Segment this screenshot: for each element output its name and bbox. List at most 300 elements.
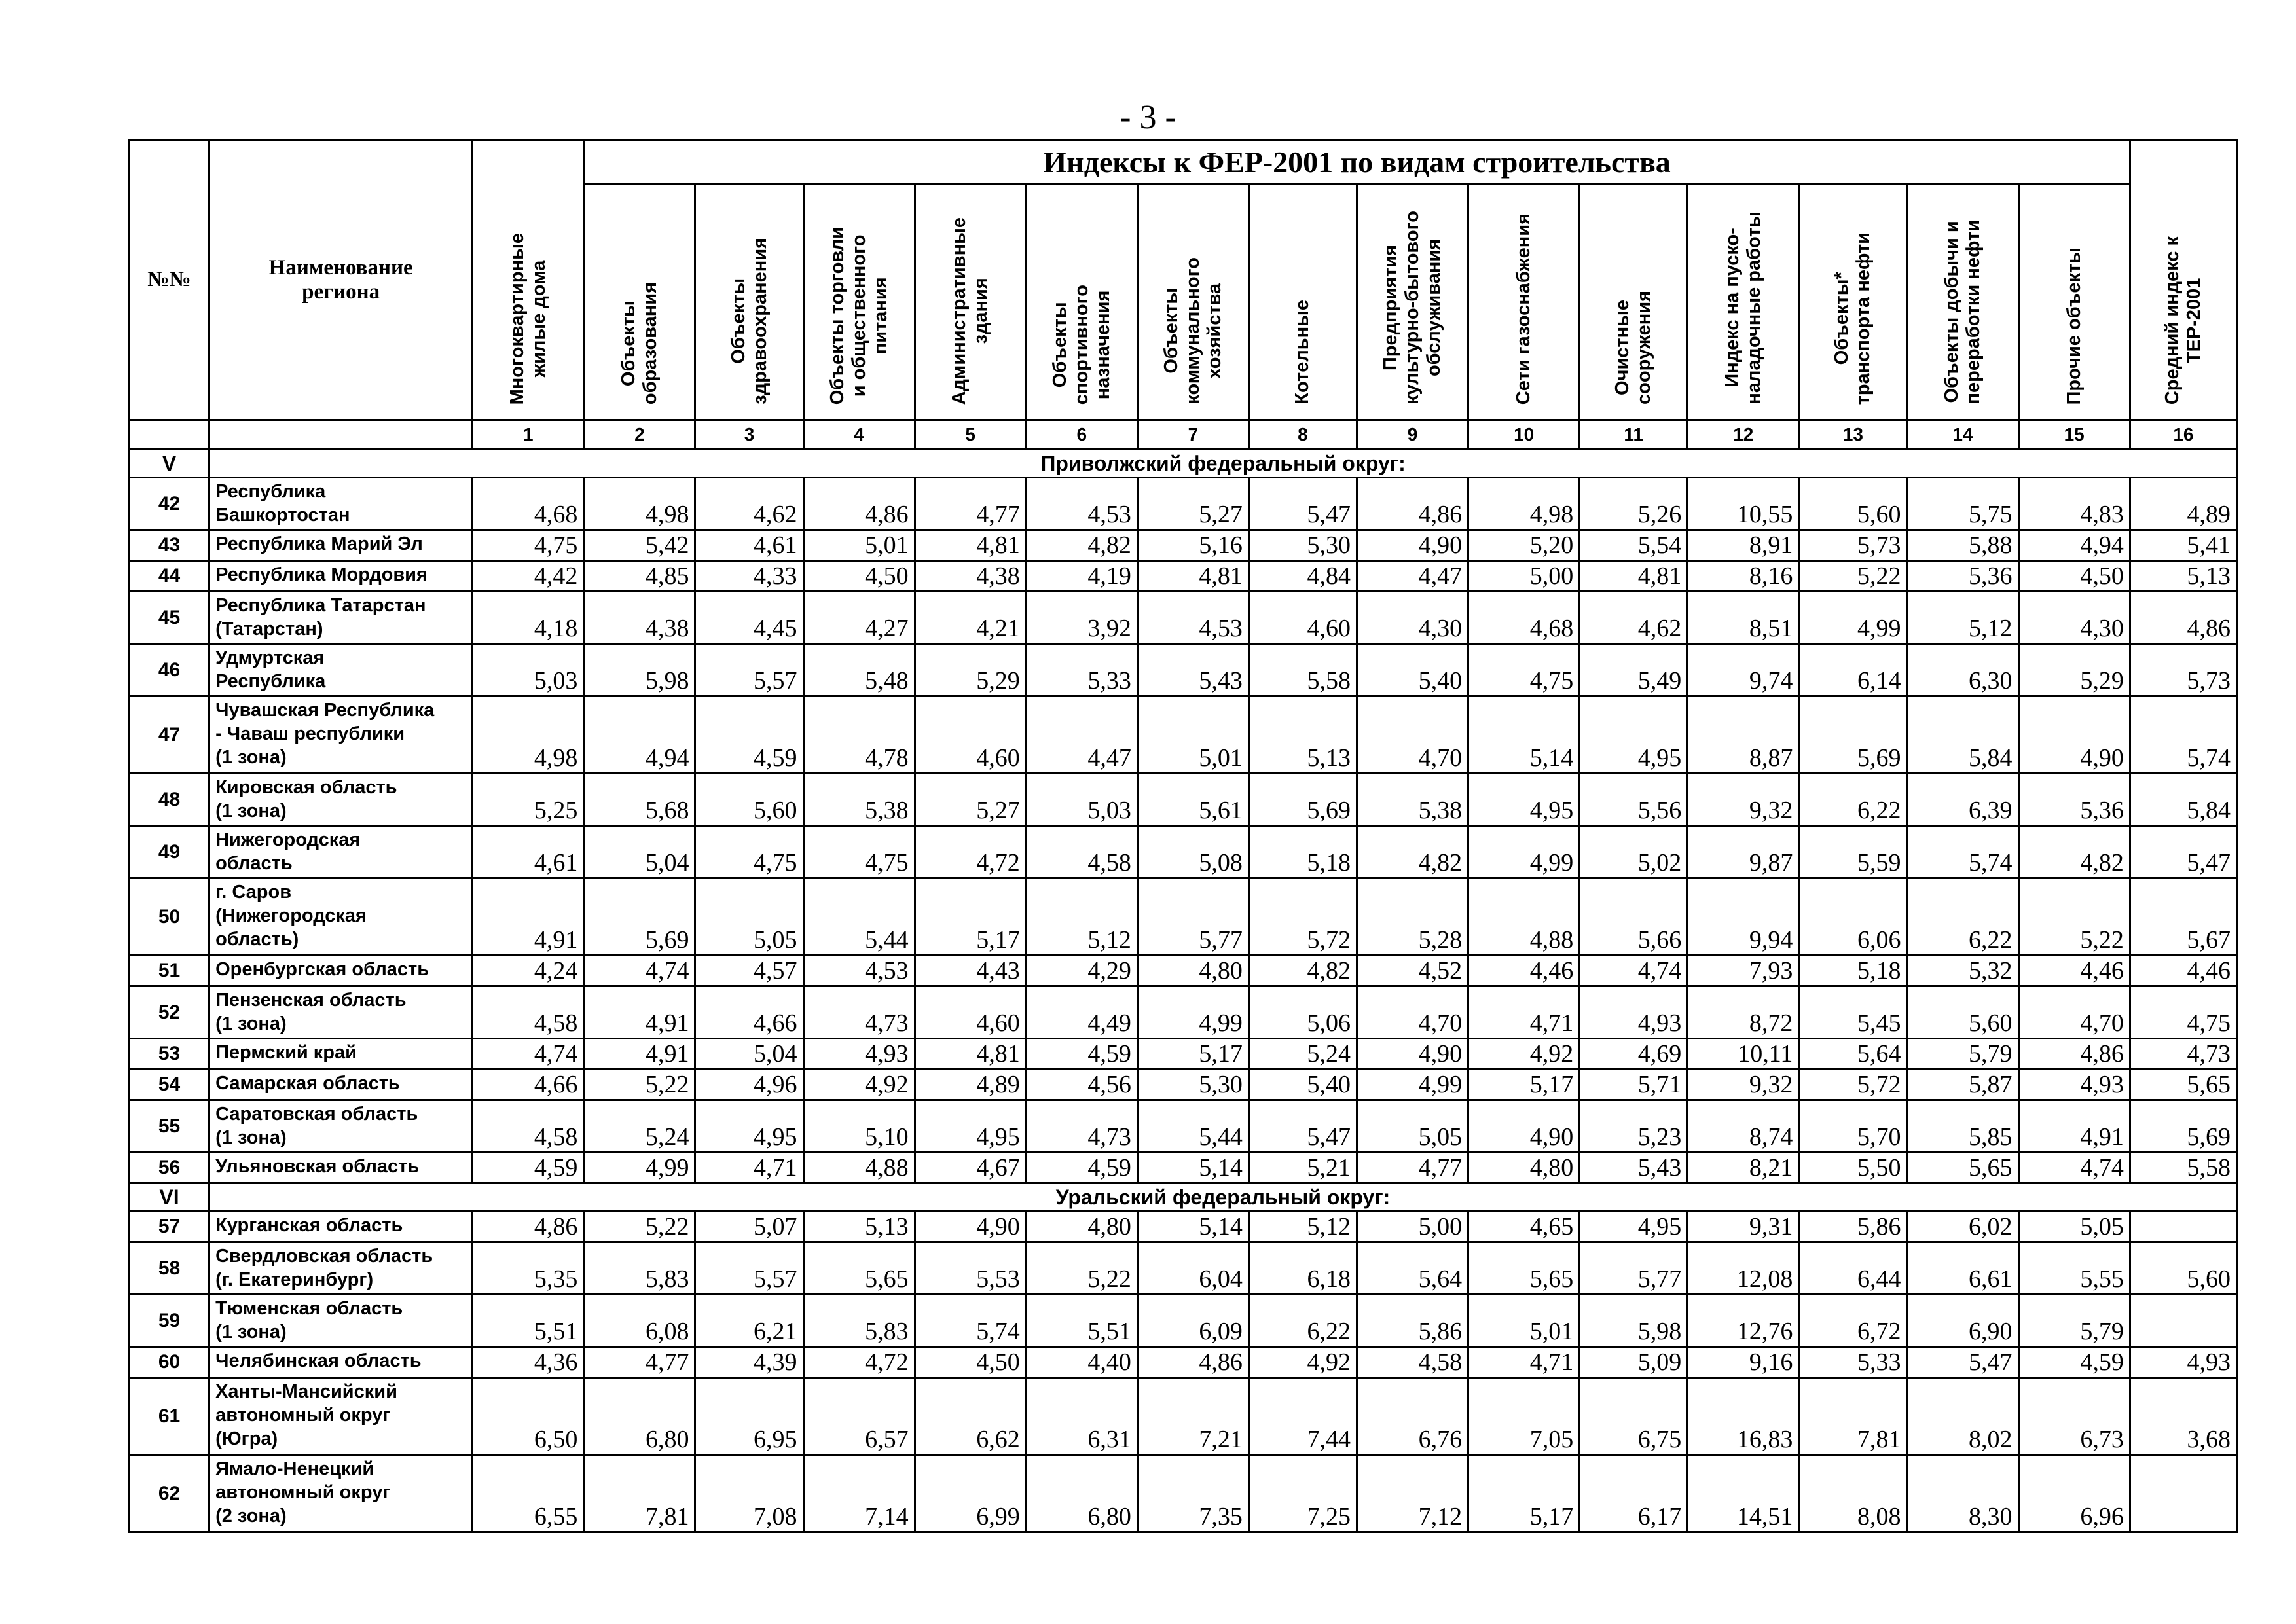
index-value: 5,24 [1248, 1039, 1357, 1070]
index-value: 4,46 [2018, 956, 2130, 986]
index-value: 4,83 [2018, 478, 2130, 530]
section-row [130, 1183, 2237, 1212]
index-value: 4,92 [1248, 1347, 1357, 1378]
index-value: 4,74 [2018, 1153, 2130, 1183]
index-value: 5,69 [1248, 774, 1357, 826]
index-value: 5,40 [1357, 644, 1468, 696]
column-number: 2 [584, 420, 695, 450]
index-value: 4,68 [1468, 592, 1580, 644]
index-value: 5,85 [1907, 1100, 2018, 1153]
index-value: 5,38 [1357, 774, 1468, 826]
index-value: 4,75 [803, 826, 915, 878]
index-value: 4,85 [584, 561, 695, 592]
index-value: 6,02 [1907, 1212, 2018, 1242]
index-value: 8,30 [1907, 1455, 2018, 1532]
index-value: 16,83 [1688, 1378, 1799, 1455]
table-row [130, 1295, 2237, 1347]
header-col-13: Объекты* транспорта нефти [1799, 184, 1907, 420]
index-value: 4,73 [803, 986, 915, 1039]
index-value: 5,14 [1137, 1212, 1248, 1242]
index-value: 7,44 [1248, 1378, 1357, 1455]
index-value: 4,73 [2130, 1039, 2236, 1070]
index-value: 4,91 [584, 1039, 695, 1070]
index-value: 14,51 [1688, 1455, 1799, 1532]
index-value: 5,27 [915, 774, 1026, 826]
index-value: 5,75 [1907, 478, 2018, 530]
region-name: Ямало-Ненецкий автономный округ (2 зона) [210, 1455, 473, 1532]
index-value: 6,55 [473, 1455, 584, 1532]
index-value: 4,27 [803, 592, 915, 644]
index-value: 5,64 [1357, 1242, 1468, 1295]
index-value: 5,83 [803, 1295, 915, 1347]
index-value: 6,96 [2018, 1455, 2130, 1532]
index-value: 5,32 [1907, 956, 2018, 986]
table-row [130, 1242, 2237, 1295]
index-value: 4,90 [915, 1212, 1026, 1242]
index-value: 4,71 [1468, 986, 1580, 1039]
index-value: 4,38 [584, 592, 695, 644]
row-number: 54 [130, 1070, 210, 1100]
index-value: 5,16 [1137, 530, 1248, 561]
index-value: 5,86 [1799, 1212, 1907, 1242]
index-value: 4,72 [915, 826, 1026, 878]
index-value: 5,14 [1137, 1153, 1248, 1183]
index-value: 5,48 [803, 644, 915, 696]
index-value: 10,55 [1688, 478, 1799, 530]
row-number: 42 [130, 478, 210, 530]
column-number: 10 [1468, 420, 1580, 450]
index-value: 4,96 [695, 1070, 803, 1100]
index-value: 4,94 [2018, 530, 2130, 561]
index-value: 4,61 [473, 826, 584, 878]
index-value: 4,72 [803, 1347, 915, 1378]
index-value: 4,58 [473, 1100, 584, 1153]
index-value [2130, 1212, 2236, 1242]
region-name: Кировская область (1 зона) [210, 774, 473, 826]
index-value: 4,88 [1468, 878, 1580, 956]
table-row [130, 478, 2237, 530]
index-value: 5,65 [1468, 1242, 1580, 1295]
index-value: 5,09 [1580, 1347, 1688, 1378]
table-row [130, 644, 2237, 696]
index-value: 4,62 [1580, 592, 1688, 644]
index-value: 5,17 [1468, 1070, 1580, 1100]
index-value: 4,89 [2130, 478, 2236, 530]
header-col-6: Объекты спортивного назначения [1026, 184, 1137, 420]
index-value: 4,92 [803, 1070, 915, 1100]
column-number: 1 [473, 420, 584, 450]
index-value: 5,68 [584, 774, 695, 826]
row-number: 53 [130, 1039, 210, 1070]
index-value: 3,92 [1026, 592, 1137, 644]
header-col-3: Объекты здравоохранения [695, 184, 803, 420]
region-name: Пензенская область (1 зона) [210, 986, 473, 1039]
index-value: 5,21 [1248, 1153, 1357, 1183]
index-value: 10,11 [1688, 1039, 1799, 1070]
index-value: 5,71 [1580, 1070, 1688, 1100]
index-value: 5,84 [1907, 696, 2018, 774]
index-value: 5,72 [1248, 878, 1357, 956]
table-row [130, 1100, 2237, 1153]
index-value: 5,44 [803, 878, 915, 956]
colnum-empty [210, 420, 473, 450]
index-value: 4,30 [2018, 592, 2130, 644]
index-value: 4,57 [695, 956, 803, 986]
index-value: 5,22 [584, 1212, 695, 1242]
index-value: 4,46 [2130, 956, 2236, 986]
header-col-14: Объекты добычи и переработки нефти [1907, 184, 2018, 420]
index-value: 5,79 [1907, 1039, 2018, 1070]
index-value: 6,61 [1907, 1242, 2018, 1295]
index-value: 4,90 [1357, 1039, 1468, 1070]
index-value: 4,81 [915, 530, 1026, 561]
index-value: 5,17 [915, 878, 1026, 956]
index-value: 4,93 [2018, 1070, 2130, 1100]
index-value: 4,90 [1357, 530, 1468, 561]
index-value: 5,06 [1248, 986, 1357, 1039]
index-value: 6,22 [1248, 1295, 1357, 1347]
index-value: 5,73 [1799, 530, 1907, 561]
index-value: 5,13 [803, 1212, 915, 1242]
index-value: 4,52 [1357, 956, 1468, 986]
index-value: 6,09 [1137, 1295, 1248, 1347]
index-value: 6,30 [1907, 644, 2018, 696]
index-value: 4,50 [803, 561, 915, 592]
header-col-4: Объекты торговли и общественного питания [803, 184, 915, 420]
index-value: 5,74 [915, 1295, 1026, 1347]
index-value: 5,57 [695, 644, 803, 696]
index-value: 4,80 [1468, 1153, 1580, 1183]
index-value: 5,22 [2018, 878, 2130, 956]
row-number: 50 [130, 878, 210, 956]
index-value: 4,59 [2018, 1347, 2130, 1378]
table-row [130, 1378, 2237, 1455]
index-value: 4,50 [915, 1347, 1026, 1378]
index-value: 9,94 [1688, 878, 1799, 956]
index-value: 4,88 [803, 1153, 915, 1183]
index-value: 5,50 [1799, 1153, 1907, 1183]
index-value: 5,13 [2130, 561, 2236, 592]
index-value [2130, 1295, 2236, 1347]
index-value: 4,78 [803, 696, 915, 774]
index-value: 9,32 [1688, 1070, 1799, 1100]
index-value: 4,86 [1137, 1347, 1248, 1378]
index-value: 7,12 [1357, 1455, 1468, 1532]
region-name: Курганская область [210, 1212, 473, 1242]
index-value: 5,22 [1799, 561, 1907, 592]
index-value: 4,59 [473, 1153, 584, 1183]
index-value: 5,25 [473, 774, 584, 826]
region-name: Оренбургская область [210, 956, 473, 986]
index-value: 6,06 [1799, 878, 1907, 956]
index-value: 4,70 [1357, 696, 1468, 774]
index-value: 4,47 [1357, 561, 1468, 592]
region-name: Республика Башкортостан [210, 478, 473, 530]
index-value: 4,53 [803, 956, 915, 986]
index-value: 7,05 [1468, 1378, 1580, 1455]
section-row [130, 450, 2237, 478]
index-value: 5,72 [1799, 1070, 1907, 1100]
index-value: 4,70 [1357, 986, 1468, 1039]
index-value: 6,04 [1137, 1242, 1248, 1295]
index-value: 7,25 [1248, 1455, 1357, 1532]
region-name: Республика Марий Эл [210, 530, 473, 561]
index-value: 5,77 [1137, 878, 1248, 956]
index-value: 5,27 [1137, 478, 1248, 530]
index-value: 4,36 [473, 1347, 584, 1378]
index-value: 4,82 [1026, 530, 1137, 561]
region-name: Нижегородская область [210, 826, 473, 878]
table-row [130, 1347, 2237, 1378]
column-number: 3 [695, 420, 803, 450]
index-value: 5,83 [584, 1242, 695, 1295]
region-name: Республика Мордовия [210, 561, 473, 592]
index-value: 4,19 [1026, 561, 1137, 592]
column-number: 9 [1357, 420, 1468, 450]
index-value: 5,24 [584, 1100, 695, 1153]
index-value: 8,02 [1907, 1378, 2018, 1455]
index-value: 5,56 [1580, 774, 1688, 826]
index-value: 4,74 [584, 956, 695, 986]
index-value: 5,33 [1026, 644, 1137, 696]
index-value: 4,77 [584, 1347, 695, 1378]
index-value: 12,08 [1688, 1242, 1799, 1295]
row-number: 60 [130, 1347, 210, 1378]
header-column-numbers [130, 420, 2237, 450]
index-value: 5,12 [1248, 1212, 1357, 1242]
index-value: 5,07 [695, 1212, 803, 1242]
region-name: Свердловская область (г. Екатеринбург) [210, 1242, 473, 1295]
row-number: 52 [130, 986, 210, 1039]
index-value: 4,84 [1248, 561, 1357, 592]
index-value: 5,70 [1799, 1100, 1907, 1153]
index-value: 8,08 [1799, 1455, 1907, 1532]
header-num: №№ [130, 140, 210, 420]
index-value: 5,17 [1468, 1455, 1580, 1532]
table-body [130, 450, 2237, 1532]
index-value: 5,36 [1907, 561, 2018, 592]
region-name: Пермский край [210, 1039, 473, 1070]
index-value: 5,30 [1137, 1070, 1248, 1100]
row-number: 56 [130, 1153, 210, 1183]
index-value: 4,59 [695, 696, 803, 774]
index-value: 4,81 [1137, 561, 1248, 592]
index-value: 6,08 [584, 1295, 695, 1347]
index-value: 4,91 [2018, 1100, 2130, 1153]
index-value: 4,86 [803, 478, 915, 530]
index-value: 4,33 [695, 561, 803, 592]
index-value: 4,21 [915, 592, 1026, 644]
index-value: 4,98 [1468, 478, 1580, 530]
index-value: 4,77 [915, 478, 1026, 530]
index-value: 5,60 [1799, 478, 1907, 530]
region-name: Челябинская область [210, 1347, 473, 1378]
index-value: 5,01 [803, 530, 915, 561]
index-value: 5,28 [1357, 878, 1468, 956]
table-row [130, 1070, 2237, 1100]
index-value: 5,44 [1137, 1100, 1248, 1153]
column-number: 5 [915, 420, 1026, 450]
index-value: 9,74 [1688, 644, 1799, 696]
index-value: 5,55 [2018, 1242, 2130, 1295]
table-row [130, 826, 2237, 878]
index-value: 5,13 [1248, 696, 1357, 774]
index-value: 6,72 [1799, 1295, 1907, 1347]
column-number: 13 [1799, 420, 1907, 450]
index-table [128, 139, 2238, 1533]
index-value: 5,18 [1248, 826, 1357, 878]
index-value: 4,18 [473, 592, 584, 644]
index-value: 4,89 [915, 1070, 1026, 1100]
index-value: 4,47 [1026, 696, 1137, 774]
index-value: 6,22 [1907, 878, 2018, 956]
index-value: 4,40 [1026, 1347, 1137, 1378]
table-row [130, 561, 2237, 592]
table-row [130, 1455, 2237, 1532]
row-number: 45 [130, 592, 210, 644]
index-value: 4,71 [1468, 1347, 1580, 1378]
index-value: 5,49 [1580, 644, 1688, 696]
header-col-10: Сети газоснабжения [1468, 184, 1580, 420]
index-value: 8,74 [1688, 1100, 1799, 1153]
index-value: 5,29 [2018, 644, 2130, 696]
index-value: 5,02 [1580, 826, 1688, 878]
index-value: 5,58 [2130, 1153, 2236, 1183]
index-value: 5,65 [2130, 1070, 2236, 1100]
index-value: 4,99 [1799, 592, 1907, 644]
index-value: 5,12 [1026, 878, 1137, 956]
header-col-7: Объекты коммунального хозяйства [1137, 184, 1248, 420]
row-number: 48 [130, 774, 210, 826]
page-number: - 3 - [1120, 99, 1176, 136]
index-value: 5,47 [2130, 826, 2236, 878]
table-row [130, 878, 2237, 956]
index-value: 5,59 [1799, 826, 1907, 878]
index-value: 6,57 [803, 1378, 915, 1455]
index-value: 5,04 [584, 826, 695, 878]
index-value: 5,45 [1799, 986, 1907, 1039]
index-value: 5,74 [1907, 826, 2018, 878]
index-value: 4,62 [695, 478, 803, 530]
index-value: 4,65 [1468, 1212, 1580, 1242]
index-value: 4,98 [473, 696, 584, 774]
index-value: 5,35 [473, 1242, 584, 1295]
index-value: 6,22 [1799, 774, 1907, 826]
region-name: Тюменская область (1 зона) [210, 1295, 473, 1347]
index-value: 5,47 [1907, 1347, 2018, 1378]
row-number: 49 [130, 826, 210, 878]
table-row [130, 1153, 2237, 1183]
index-value [2130, 1455, 2236, 1532]
index-value: 5,22 [1026, 1242, 1137, 1295]
row-number: 51 [130, 956, 210, 986]
index-value: 4,60 [915, 696, 1026, 774]
table-row [130, 956, 2237, 986]
index-value: 4,61 [695, 530, 803, 561]
index-value: 5,66 [1580, 878, 1688, 956]
table-row [130, 592, 2237, 644]
index-value: 4,86 [2018, 1039, 2130, 1070]
index-value: 5,38 [803, 774, 915, 826]
index-value: 4,86 [1357, 478, 1468, 530]
index-value: 4,75 [2130, 986, 2236, 1039]
column-number: 6 [1026, 420, 1137, 450]
index-value: 5,53 [915, 1242, 1026, 1295]
index-value: 4,95 [695, 1100, 803, 1153]
index-value: 4,75 [473, 530, 584, 561]
index-value: 4,50 [2018, 561, 2130, 592]
row-number: 43 [130, 530, 210, 561]
index-value: 4,86 [2130, 592, 2236, 644]
column-number: 4 [803, 420, 915, 450]
index-value: 6,80 [584, 1378, 695, 1455]
index-value: 4,45 [695, 592, 803, 644]
index-value: 5,51 [473, 1295, 584, 1347]
column-number: 16 [2130, 420, 2236, 450]
index-value: 8,51 [1688, 592, 1799, 644]
index-value: 4,99 [1357, 1070, 1468, 1100]
index-value: 5,43 [1137, 644, 1248, 696]
row-number: 46 [130, 644, 210, 696]
index-value: 6,21 [695, 1295, 803, 1347]
index-value: 5,36 [2018, 774, 2130, 826]
column-number: 8 [1248, 420, 1357, 450]
index-value: 5,58 [1248, 644, 1357, 696]
header-col-15: Прочие объекты [2018, 184, 2130, 420]
table-row [130, 1039, 2237, 1070]
index-value: 5,87 [1907, 1070, 2018, 1100]
index-value: 5,42 [584, 530, 695, 561]
index-value: 4,93 [2130, 1347, 2236, 1378]
index-value: 4,58 [1357, 1347, 1468, 1378]
index-value: 5,43 [1580, 1153, 1688, 1183]
index-value: 5,05 [1357, 1100, 1468, 1153]
index-value: 4,70 [2018, 986, 2130, 1039]
header-region-name: Наименование региона [210, 140, 473, 420]
header-col-11: Очистные сооружения [1580, 184, 1688, 420]
index-value: 4,80 [1137, 956, 1248, 986]
index-value: 5,51 [1026, 1295, 1137, 1347]
index-value: 5,65 [1907, 1153, 2018, 1183]
index-value: 5,12 [1907, 592, 2018, 644]
index-value: 4,74 [1580, 956, 1688, 986]
header-col-avg: Средний индекс к ТЕР-2001 [2130, 140, 2236, 420]
index-value: 5,69 [2130, 1100, 2236, 1153]
index-value: 5,18 [1799, 956, 1907, 986]
index-value: 8,91 [1688, 530, 1799, 561]
index-value: 4,75 [695, 826, 803, 878]
index-value: 4,93 [803, 1039, 915, 1070]
column-number: 11 [1580, 420, 1688, 450]
index-value: 4,90 [1468, 1100, 1580, 1153]
index-value: 5,61 [1137, 774, 1248, 826]
index-value: 4,81 [1580, 561, 1688, 592]
region-name: Республика Татарстан (Татарстан) [210, 592, 473, 644]
index-value: 5,98 [584, 644, 695, 696]
index-value: 4,75 [1468, 644, 1580, 696]
index-value: 5,84 [2130, 774, 2236, 826]
row-number: 47 [130, 696, 210, 774]
index-value: 8,16 [1688, 561, 1799, 592]
index-value: 6,80 [1026, 1455, 1137, 1532]
index-value: 5,77 [1580, 1242, 1688, 1295]
index-value: 4,99 [1137, 986, 1248, 1039]
index-value: 4,67 [915, 1153, 1026, 1183]
index-value: 5,60 [695, 774, 803, 826]
header-col-8: Котельные [1248, 184, 1357, 420]
index-value: 6,18 [1248, 1242, 1357, 1295]
index-value: 4,69 [1580, 1039, 1688, 1070]
